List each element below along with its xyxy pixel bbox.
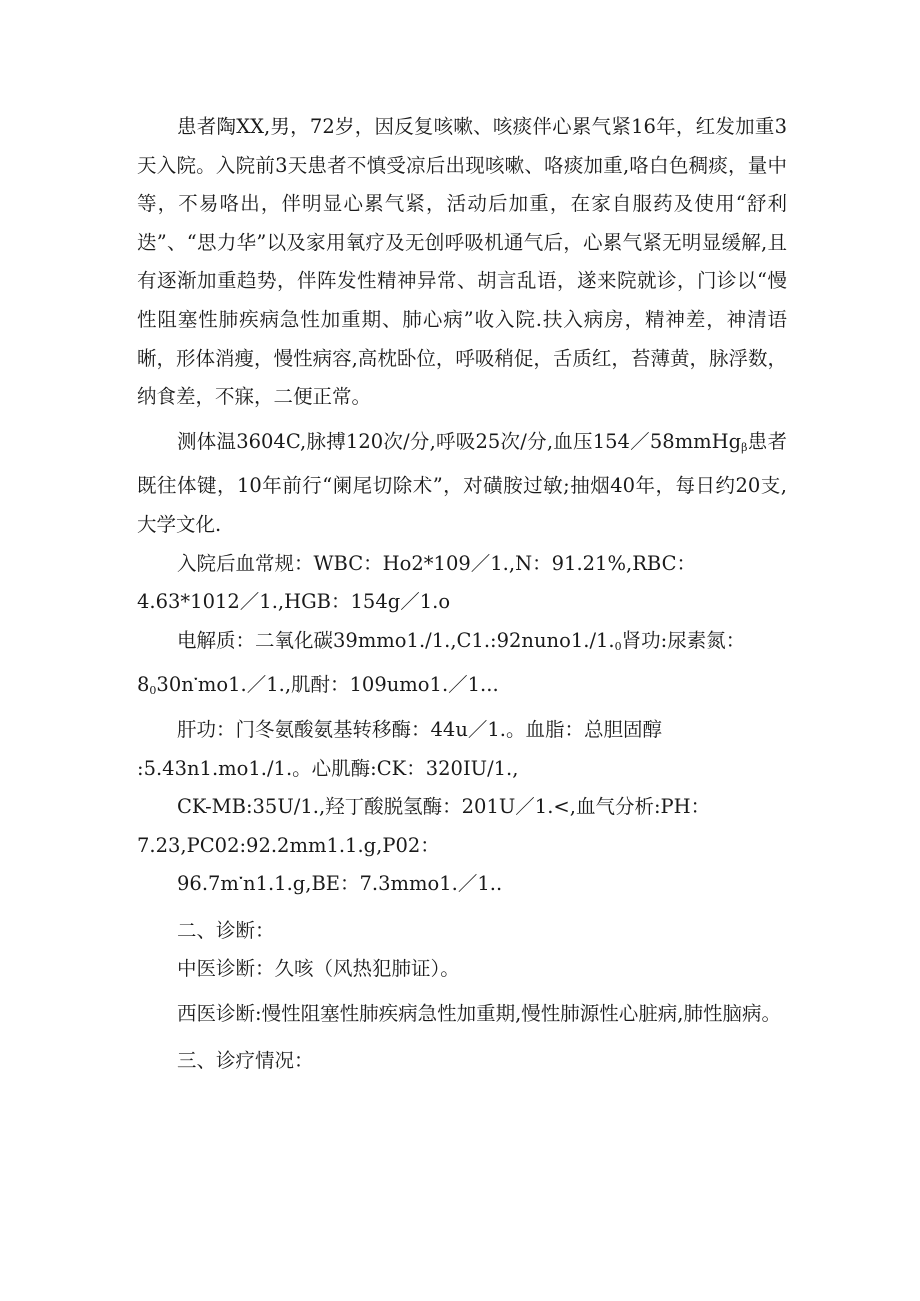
urea-subscript: 0 (149, 684, 157, 698)
urea-creatinine-text: 30n་mo1.／1.,肌酎：109umo1.／1... (156, 673, 499, 697)
blood-routine-line-1: 入院后血常规：WBC：Ho2*109／1.,N：91.21%,RBC： (177, 551, 696, 575)
liver-function-line-1: 肝功：门冬氨酸氨基转移酶：44u／1.。血脂：总胆固醇 (177, 717, 662, 741)
vitals-paragraph (137, 423, 787, 545)
vitals-subscript: β (741, 440, 748, 454)
tcm-diagnosis: 中医诊断：久咳（风热犯肺证）。 (177, 957, 460, 981)
electrolyte-line-2 (137, 666, 787, 711)
diagnosis-heading: 二、诊断： (177, 918, 275, 942)
liver-function-line-2: :5.43n1.mo1./1.。心肌酶:CK：320IU/1., (137, 756, 519, 780)
electrolyte-line-1 (137, 622, 787, 667)
history-paragraph: 患者陶XX,男，72岁，因反复咳嗽、咳痰伴心累气紧16年，红发加重3天入院。入院前3天患者不慎受凉后出现咳嗽、咯痰加重,咯白色稠痰，量中等，不易咯出，伴明显心累气紧，活动后加重，在家自服药及使用“舒利迭”、“思力华”以及家用氧疗及无创呼吸机通气后，心累气紧无明显缓解,且有逐渐加重趋势，伴阵发性精神异常、胡言乱语，遂来院就诊，门诊以“慢性阻塞性肺疾病急性加重期、肺心病”收入院.扶入病房，精神差，神清语晰，形体消瘦，慢性病容,高枕卧位，呼吸稍促，舌质红，苔薄黄，脉浮数，纳食差，不寐，二便正常。 (137, 115, 787, 409)
electrolyte-text: 电解质：二氧化碳39mmo1./1.,C1.:92nuno1./1. (177, 628, 615, 652)
document-body (137, 108, 787, 1080)
blood-gas-line-3: 96.7m་n1.1.g,BE：7.3mmo1.／1.. (177, 872, 503, 896)
treatment-heading: 三、诊疗情况： (177, 1048, 314, 1072)
blood-gas-line-2: 7.23,PC02:92.2mm1.1.g,P02： (137, 833, 440, 857)
urea-value-prefix: 8 (137, 673, 150, 697)
kidney-function-text: 肾功:尿素氮： (621, 628, 746, 652)
electrolyte-subscript: 0 (614, 639, 622, 653)
blood-routine-line-2: 4.63*1012／1.,HGB：154g／1.o (137, 590, 451, 614)
western-diagnosis: 西医诊断:慢性阻塞性肺疾病急性加重期,慢性肺源性心脏病,肺性脑病。 (177, 1002, 781, 1026)
ck-mb-line-1: CK-MB:35U/1.,羟丁酸脱氢酶：201U／1.<,血气分析:PH： (177, 795, 711, 819)
vitals-text: 测体温3604C,脉搏120次/分,呼吸25次/分,血压154／58mmHg (177, 429, 742, 453)
vitals-rest-text: 患者既往体键，10年前行“阑尾切除术”，对磺胺过敏;抽烟40年，每日约20支,大学文化. (137, 429, 787, 536)
